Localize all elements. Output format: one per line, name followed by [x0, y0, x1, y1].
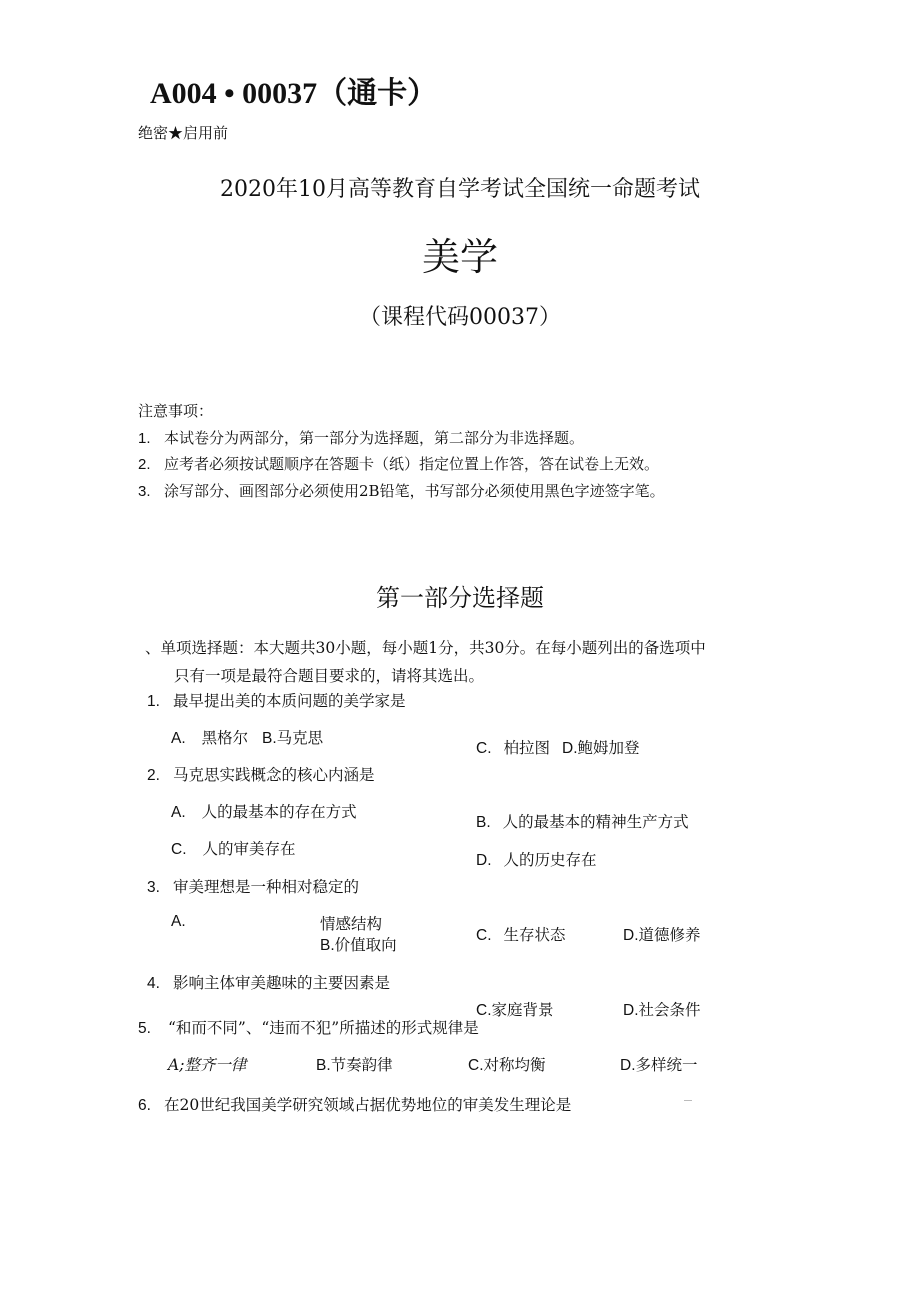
option-d: D.鲍姆加登: [562, 740, 640, 757]
option-b: B.节奏韵律: [316, 1057, 393, 1074]
note-text: 应考者必须按试题顺序在答题卡（纸）指定位置上作答，答在试卷上无效。: [164, 455, 660, 473]
question-text: “和而不同”、“违而不犯”所描述的形式规律是: [168, 1019, 479, 1037]
option-c: C. 柏拉图: [476, 739, 551, 757]
option-d: D. 人的历史存在: [476, 851, 597, 869]
note-item: [138, 427, 584, 448]
option-b: B.马克思: [262, 730, 324, 747]
question-text: 审美理想是一种相对稳定的: [173, 878, 360, 896]
option-d: D.社会条件: [623, 1002, 701, 1019]
question-text: 影响主体审美趣味的主要因素是: [173, 974, 391, 992]
question-stem: [147, 971, 390, 993]
question-text: 在20世纪我国美学研究领域占据优势地位的审美发生理论是: [164, 1096, 572, 1114]
option-a: A.: [171, 913, 186, 930]
option-a-text: 情感结构: [320, 915, 383, 933]
course-code: （课程代码00037）: [359, 305, 561, 330]
question-number: 2.: [147, 767, 160, 784]
option-a: A. 人的最基本的存在方式: [171, 803, 357, 821]
option-a: A. 黑格尔: [171, 729, 249, 747]
question-number: 3.: [147, 879, 160, 896]
section-instruction: 、单项选择题：本大题共30小题，每小题1分，共30分。在每小题列出的备选项中: [145, 639, 706, 657]
note-number: 1.: [138, 430, 151, 447]
option-b: B.价值取向: [320, 937, 397, 954]
part-title: 第一部分选择题: [376, 584, 544, 612]
question-number: 5.: [138, 1020, 151, 1037]
subject-title: 美学: [421, 235, 498, 279]
option-c: C.家庭背景: [476, 1002, 554, 1019]
question-text: 最早提出美的本质问题的美学家是: [173, 692, 406, 710]
section-instruction-continued: 只有一项是最符合题目要求的，请将其选出。: [174, 667, 485, 685]
option-c: C.对称均衡: [468, 1057, 546, 1074]
question-number: 6.: [138, 1097, 151, 1114]
question-stem: [147, 689, 406, 711]
document-code: A004 • 00037（通卡）: [150, 77, 438, 110]
note-number: 3.: [138, 483, 151, 500]
option-c: C. 人的审美存在: [171, 840, 296, 858]
option-d: D.道德修养: [623, 927, 701, 944]
question-stem: [138, 1093, 571, 1115]
note-text: 本试卷分为两部分，第一部分为选择题，第二部分为非选择题。: [164, 429, 585, 447]
question-stem: [147, 763, 375, 785]
note-text: 涂写部分、画图部分必须使用2B铅笔，书写部分必须使用黑色字迹签字笔。: [164, 482, 665, 500]
question-stem: [147, 875, 359, 897]
exam-title: 2020年10月高等教育自学考试全国统一命题考试: [220, 177, 700, 202]
option-a: A;整齐一律: [168, 1056, 247, 1074]
note-item: [138, 480, 665, 501]
note-number: 2.: [138, 456, 151, 473]
question-number: 1.: [147, 693, 160, 710]
option-b: B. 人的最基本的精神生产方式: [476, 813, 689, 831]
option-d: D.多样统一: [620, 1057, 698, 1074]
question-number: 4.: [147, 975, 160, 992]
question-text: 马克思实践概念的核心内涵是: [173, 766, 375, 784]
question-stem: [138, 1016, 479, 1038]
notes-heading: 注意事项：: [138, 402, 214, 420]
scan-mark: [684, 1100, 692, 1101]
note-item: [138, 453, 659, 474]
option-c: C. 生存状态: [476, 926, 566, 944]
confidential-label: 绝密★启用前: [138, 124, 229, 142]
